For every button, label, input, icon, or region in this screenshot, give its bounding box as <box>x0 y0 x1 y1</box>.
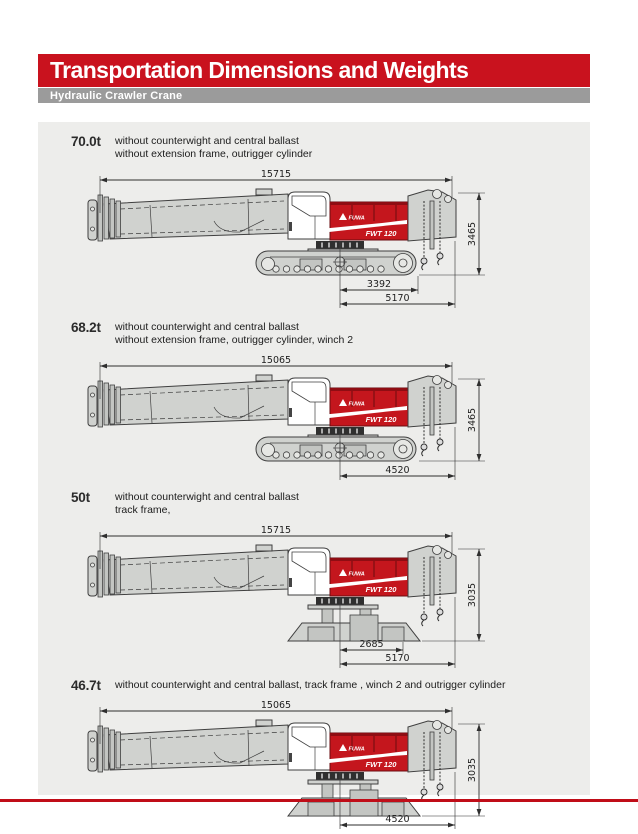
dimension-label: 15715 <box>260 168 292 180</box>
description-line: without extension frame, outrigger cylinder <box>115 148 313 161</box>
crane-section-46t <box>38 671 590 834</box>
model-label: FWT 120 <box>365 584 397 594</box>
dimension-label: 15065 <box>260 354 292 366</box>
dimension-label: 2685 <box>359 638 384 650</box>
crane-diagram <box>38 349 590 483</box>
boom-head <box>88 731 97 771</box>
hook-block <box>421 789 427 795</box>
hook-block <box>437 784 443 790</box>
dimension-label: 5170 <box>385 652 410 664</box>
subtitle-banner <box>38 88 590 103</box>
configuration-description <box>115 678 505 693</box>
telescopic-boom <box>104 194 288 239</box>
dimension-label: 3465 <box>467 221 478 246</box>
brand-logo: FUWA <box>348 571 365 578</box>
crawler-track <box>256 437 416 461</box>
dimension-label: 15065 <box>260 699 292 711</box>
brand-logo: FUWA <box>348 215 365 222</box>
model-label: FWT 120 <box>365 228 397 238</box>
description-line: without extension frame, outrigger cylinder, winch 2 <box>115 334 354 347</box>
dimension-label: 3465 <box>467 407 478 432</box>
dimension-label: 4520 <box>385 464 410 476</box>
description-line: track frame, <box>115 504 171 517</box>
weight-label: 70.0t <box>71 134 101 149</box>
dimension-label: 15715 <box>260 524 292 536</box>
page-subtitle: Hydraulic Crawler Crane <box>50 89 183 102</box>
crane-diagram <box>38 519 590 671</box>
dimension-label: 5170 <box>385 292 410 304</box>
dimension-label: 3035 <box>467 582 478 607</box>
weight-label: 46.7t <box>71 677 101 693</box>
brand-logo: FUWA <box>348 746 365 753</box>
boom-head <box>88 386 97 426</box>
configuration-description <box>115 490 299 518</box>
page-title: Transportation Dimensions and Weights <box>50 57 469 83</box>
crane-section-70t <box>38 127 590 313</box>
title-banner <box>38 54 590 87</box>
diagram-panel <box>38 122 590 825</box>
dimension-label: 3035 <box>467 757 478 782</box>
crawler-track <box>256 251 416 275</box>
hook-block <box>421 258 427 264</box>
hook-block <box>437 609 443 615</box>
telescopic-boom <box>104 380 288 425</box>
crane-diagram <box>38 163 590 313</box>
telescopic-boom <box>104 550 288 595</box>
hook-block <box>437 439 443 445</box>
hook-block <box>421 444 427 450</box>
model-label: FWT 120 <box>365 759 397 769</box>
description-line: without counterwight and central ballast <box>115 320 299 333</box>
description-line: without counterwight and central ballast, track frame , winch 2 and outrigger cylinder <box>115 678 506 691</box>
description-line: without counterwight and central ballast <box>115 135 299 147</box>
hook-block <box>421 614 427 620</box>
configuration-description <box>115 320 353 348</box>
brand-logo: FUWA <box>348 401 365 408</box>
dimension-label: 4520 <box>385 813 410 825</box>
model-label: FWT 120 <box>365 414 397 424</box>
telescopic-boom <box>104 725 288 770</box>
weight-label: 68.2t <box>71 319 101 335</box>
hook-block <box>437 253 443 259</box>
description-line: without counterwight and central ballast <box>115 490 299 503</box>
crane-section-68t <box>38 313 590 483</box>
boom-head <box>88 556 97 596</box>
configuration-description <box>115 134 312 162</box>
footer-accent-rule <box>0 799 638 802</box>
crane-diagram <box>38 694 590 834</box>
dimension-label: 3392 <box>366 278 392 290</box>
weight-label: 50t <box>71 489 90 505</box>
crane-section-50t <box>38 483 590 671</box>
boom-head <box>88 200 97 240</box>
